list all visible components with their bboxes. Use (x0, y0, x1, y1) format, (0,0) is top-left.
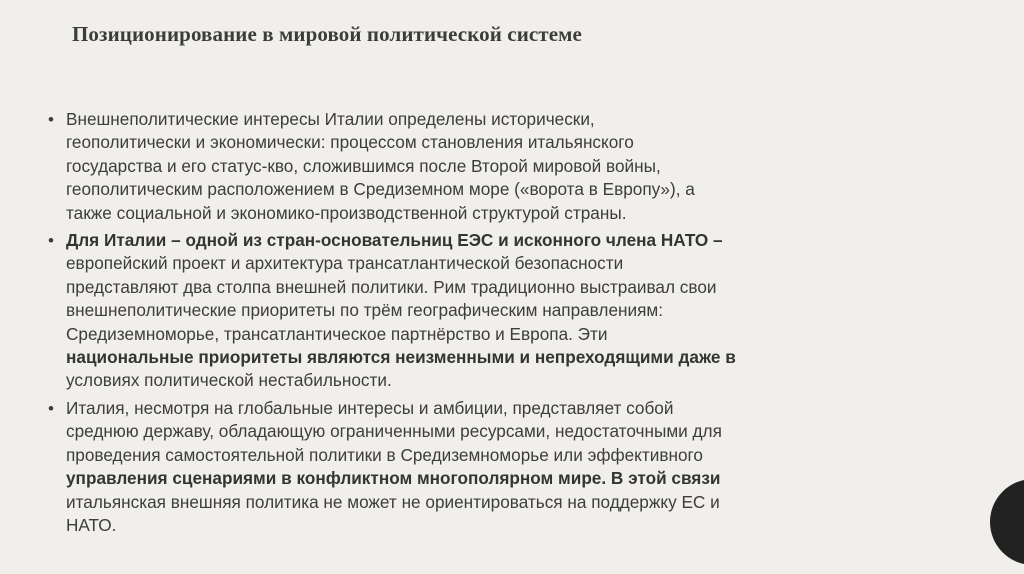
bullet-text (66, 108, 868, 225)
text-line: государства и его статус-кво, сложившимся после Второй мировой войны, (66, 155, 661, 176)
bullet-item (48, 229, 868, 393)
text-line: Италия, несмотря на глобальные интересы и амбиции, представляет собой (66, 397, 674, 418)
text-line: также социальной и экономико-производственной структурой страны. (66, 202, 627, 223)
bullet-item (48, 108, 868, 225)
bullet-marker: • (48, 398, 54, 418)
text-line: итальянская внешняя политика не может не ориентироваться на поддержку ЕС и (66, 491, 720, 512)
bullet-text (66, 397, 868, 537)
text-line-bold: Для Италии – одной из стран-основательниц ЕЭС и исконного члена НАТО – (66, 230, 723, 251)
bullet-list (48, 108, 868, 541)
bullet-marker: • (48, 231, 54, 251)
text-line: геополитическим расположением в Средиземном море («ворота в Европу»), а (66, 179, 695, 200)
text-line-bold: управления сценариями в конфликтном многополярном мире. В этой связи (66, 468, 721, 489)
bullet-item (48, 397, 868, 537)
decorative-circle (990, 479, 1024, 565)
text-line: представляют два столпа внешней политики. Рим традиционно выстраивал свои (66, 276, 717, 297)
bullet-text (66, 229, 868, 393)
text-line: условиях политической нестабильности. (66, 370, 392, 391)
text-line: геополитически и экономически: процессом становления итальянского (66, 132, 634, 153)
text-line: среднюю державу, обладающую ограниченными ресурсами, недостаточными для (66, 421, 722, 442)
text-line: европейский проект и архитектура трансатлантической безопасности (66, 253, 624, 274)
slide-title: Позиционирование в мировой политической системе (72, 22, 582, 46)
text-line: Средиземноморье, трансатлантическое партнёрство и Европа. Эти (66, 323, 608, 344)
text-line: Внешнеполитические интересы Италии определены исторически, (66, 109, 595, 129)
text-line: проведения самостоятельной политики в Средиземноморье или эффективного (66, 444, 703, 465)
text-line: внешнеполитические приоритеты по трём географическим направлениям: (66, 300, 663, 321)
text-line: НАТО. (66, 514, 117, 535)
bullet-marker: • (48, 110, 54, 129)
text-line-bold: национальные приоритеты являются неизменными и непреходящими даже в (66, 347, 736, 368)
